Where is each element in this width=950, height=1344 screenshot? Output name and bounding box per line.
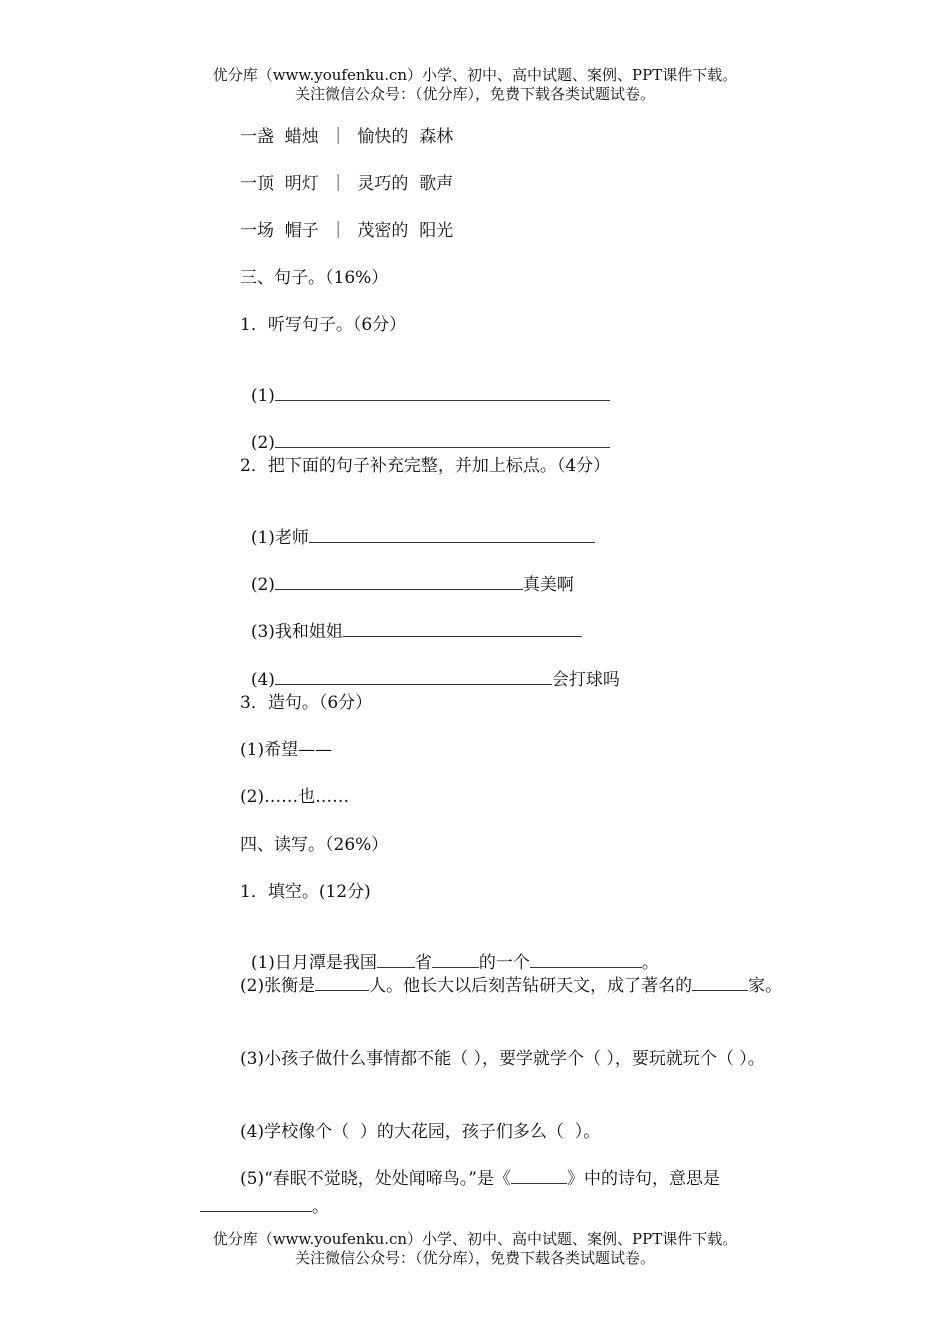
sentence-prefix: (2): [250, 575, 275, 595]
complete-sentence-2: [240, 550, 574, 596]
dictation-line-1: [240, 361, 610, 407]
answer-blank[interactable]: [343, 619, 582, 637]
match-row-3: 一场 帽子 ｜ 茂密的 阳光: [240, 221, 454, 241]
header-line-2: 关注微信公众号：（优分库），免费下载各类试题试卷。: [294, 85, 655, 103]
answer-blank[interactable]: [275, 667, 552, 685]
sentence-prefix: (3)我和姐姐: [250, 622, 343, 642]
dictation-label-1: (1): [250, 386, 275, 406]
answer-blank[interactable]: [511, 1166, 567, 1184]
make-sentence-1: (1)希望——: [240, 740, 333, 760]
answer-blank[interactable]: [309, 525, 595, 543]
section-3-title: 三、句子。（16%）: [240, 268, 389, 288]
fill-text: 。: [641, 953, 659, 973]
fill-text: (1)日月潭是我国: [250, 953, 377, 973]
header-line-1: 优分库（www.youfenku.cn）小学、初中、高中试题、案例、PPT课件下载。: [212, 66, 738, 84]
dictation-label-2: (2): [250, 433, 275, 453]
fill-text: 家。: [748, 976, 783, 996]
match-row-2: 一顶 明灯 ｜ 灵巧的 歌声: [240, 174, 454, 194]
q1-title: 1．听写句子。（6分）: [240, 315, 407, 335]
fill-text: 的一个: [478, 953, 530, 973]
fill-text: 》中的诗句，意思是: [566, 1169, 720, 1189]
q2-title: 2．把下面的句子补充完整，并加上标点。（4分）: [240, 456, 611, 476]
complete-sentence-1: [240, 503, 595, 549]
dictation-line-2: [240, 408, 610, 454]
fill-title: 1．填空。(12分): [240, 882, 371, 902]
q3-title: 3．造句。（6分）: [240, 693, 373, 713]
sentence-prefix: (1)老师: [250, 528, 309, 548]
complete-sentence-3: [240, 597, 582, 643]
answer-blank[interactable]: [275, 572, 523, 590]
page-footer: [0, 1230, 950, 1268]
fill-text: 人。他长大以后刻苦钻研天文，成了著名的: [369, 976, 693, 996]
answer-blank[interactable]: [432, 950, 479, 968]
fill-item-5: [200, 1165, 806, 1221]
make-sentence-2: (2)……也……: [240, 787, 350, 807]
fill-text: (5)“春眠不觉晓，处处闻啼鸟。”是《: [240, 1169, 511, 1189]
answer-blank[interactable]: [692, 973, 748, 991]
fill-item-2: [200, 972, 806, 1000]
answer-blank[interactable]: [530, 950, 642, 968]
fill-item-4: (4)学校像个（ ）的大花园，孩子们多么（ ）。: [240, 1122, 601, 1142]
fill-item-3: (3)小孩子做什么事情都不能（ ），要学就学个（ ），要玩就玩个（ ）。: [240, 1049, 765, 1069]
complete-sentence-4: [240, 645, 620, 691]
match-row-1: 一盏 蜡烛 ｜ 愉快的 森林: [240, 127, 454, 147]
page-header: [0, 66, 950, 104]
sentence-suffix: 会打球吗: [551, 670, 620, 690]
answer-blank[interactable]: [275, 430, 610, 448]
answer-blank[interactable]: [377, 950, 415, 968]
fill-item-1: [240, 928, 659, 974]
fill-text: 。: [312, 1197, 329, 1217]
answer-blank[interactable]: [315, 973, 369, 991]
fill-text: 省: [414, 953, 432, 973]
sentence-suffix: 真美啊: [522, 575, 574, 595]
sentence-prefix: (4): [250, 670, 275, 690]
footer-line-2: 关注微信公众号：（优分库），免费下载各类试题试卷。: [294, 1249, 655, 1267]
section-4-title: 四、读写。（26%）: [240, 835, 389, 855]
footer-line-1: 优分库（www.youfenku.cn）小学、初中、高中试题、案例、PPT课件下载。: [212, 1230, 738, 1248]
fill-text: (2)张衡是: [240, 976, 316, 996]
answer-blank[interactable]: [200, 1194, 312, 1212]
answer-blank[interactable]: [275, 383, 610, 401]
